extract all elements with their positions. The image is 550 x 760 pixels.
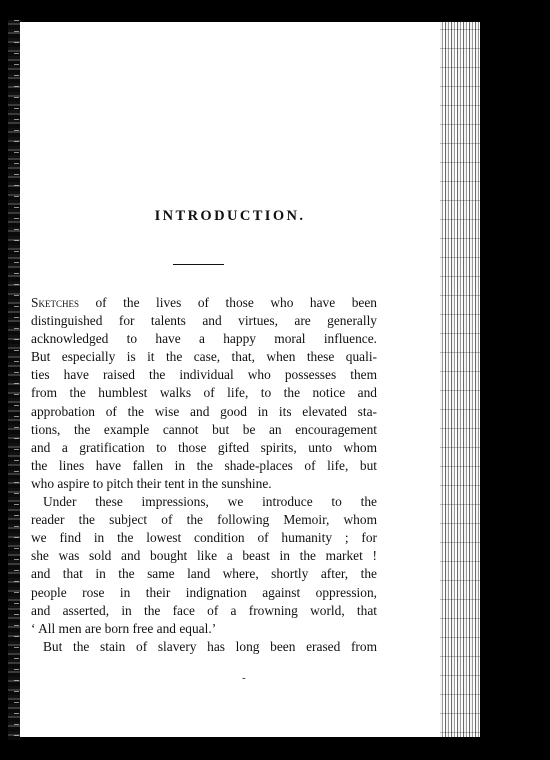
text-line: people rose in their indignation against oppression, <box>31 584 377 600</box>
text-line: and that in the same land where, shortly after, the <box>31 566 377 582</box>
text-line: and asserted, in the face of a frowning world, that <box>31 602 377 618</box>
chapter-heading: INTRODUCTION. <box>154 208 306 224</box>
text-line: and a gratification to those gifted spirits, unto whom <box>31 439 377 455</box>
text-line: acknowledged to have a happy moral influence. <box>31 331 377 347</box>
text-line: Under these impressions, we introduce to the <box>43 494 377 510</box>
body-text <box>31 294 377 656</box>
text-line: ‘ All men are born free and equal.’ <box>31 620 217 636</box>
book-page <box>20 22 440 737</box>
text-line: But especially is it the case, that, when these quali- <box>31 349 377 365</box>
text-line: ties have raised the individual who possesses them <box>31 367 377 383</box>
text-line: Sketches of the lives of those who have been <box>31 295 377 310</box>
text-line: the lines have fallen in the shade-places of life, but <box>31 457 377 473</box>
page-folio-mark: - <box>242 672 246 684</box>
text-line: who aspire to pitch their tent in the sunshine. <box>31 475 272 491</box>
text-line: approbation of the wise and good in its elevated sta- <box>31 403 377 419</box>
text-line: tions, the example cannot but be an encouragement <box>31 421 377 437</box>
page-edges <box>440 22 480 737</box>
heading-rule <box>173 264 224 265</box>
text-line: But the stain of slavery has long been erased from <box>43 638 377 654</box>
text-line: we find in the lowest condition of humanity ; for <box>31 530 377 546</box>
text-line: from the humblest walks of life, to the notice and <box>31 385 377 401</box>
background-dark <box>480 0 550 760</box>
text-line: distinguished for talents and virtues, are generally <box>31 313 377 329</box>
text-line: she was sold and bought like a beast in the market ! <box>31 548 377 564</box>
dropcap-word: Sketches <box>31 295 79 310</box>
text-line: reader the subject of the following Memoir, whom <box>31 512 377 528</box>
